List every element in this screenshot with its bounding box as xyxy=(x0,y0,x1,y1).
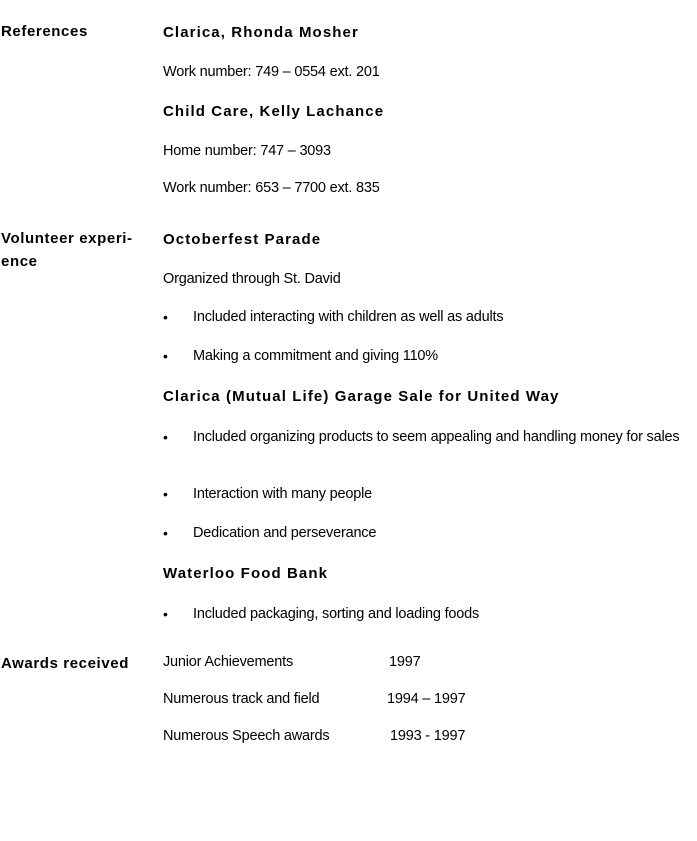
volunteer-heading: Clarica (Mutual Life) Garage Sale for United Way xyxy=(163,388,560,405)
list-item xyxy=(163,308,697,327)
volunteer-heading: Waterloo Food Bank xyxy=(163,565,329,582)
reference-heading: Child Care, Kelly Lachance xyxy=(163,103,385,120)
bullet-icon: • xyxy=(163,429,168,445)
award-name: Numerous track and field xyxy=(163,691,320,707)
award-year: 1997 xyxy=(389,654,421,670)
list-item-text: Making a commitment and giving 110% xyxy=(193,348,438,364)
bullet-icon: • xyxy=(163,606,168,622)
reference-heading: Clarica, Rhonda Mosher xyxy=(163,24,359,41)
list-item xyxy=(163,605,697,624)
reference-line: Home number: 747 – 3093 xyxy=(163,143,331,159)
list-item-text: Included interacting with children as well as adults xyxy=(193,309,504,325)
bullet-icon: • xyxy=(163,309,168,325)
award-year: 1993 - 1997 xyxy=(390,728,466,744)
list-item xyxy=(163,524,697,543)
section-label-line: ence xyxy=(1,253,38,270)
list-item xyxy=(163,347,697,366)
list-item-text: Included organizing products to seem appealing and handling money for sales xyxy=(193,429,680,445)
award-name: Junior Achievements xyxy=(163,654,293,670)
list-item-text: Interaction with many people xyxy=(193,486,372,502)
list-item-text: Included packaging, sorting and loading foods xyxy=(193,606,480,622)
bullet-icon: • xyxy=(163,348,168,364)
reference-line: Work number: 653 – 7700 ext. 835 xyxy=(163,180,380,196)
section-label-volunteer xyxy=(1,227,133,273)
section-label-line: Volunteer experi- xyxy=(1,230,133,247)
award-year: 1994 – 1997 xyxy=(387,691,466,707)
reference-line: Work number: 749 – 0554 ext. 201 xyxy=(163,64,380,80)
list-item xyxy=(163,428,697,447)
list-item-text: Dedication and perseverance xyxy=(193,525,377,541)
section-label-references: References xyxy=(1,23,88,40)
bullet-icon: • xyxy=(163,525,168,541)
list-item xyxy=(163,485,697,504)
bullet-icon: • xyxy=(163,486,168,502)
volunteer-subtext: Organized through St. David xyxy=(163,271,341,287)
section-label-awards: Awards received xyxy=(1,655,129,672)
volunteer-heading: Octoberfest Parade xyxy=(163,231,322,248)
award-name: Numerous Speech awards xyxy=(163,728,330,744)
